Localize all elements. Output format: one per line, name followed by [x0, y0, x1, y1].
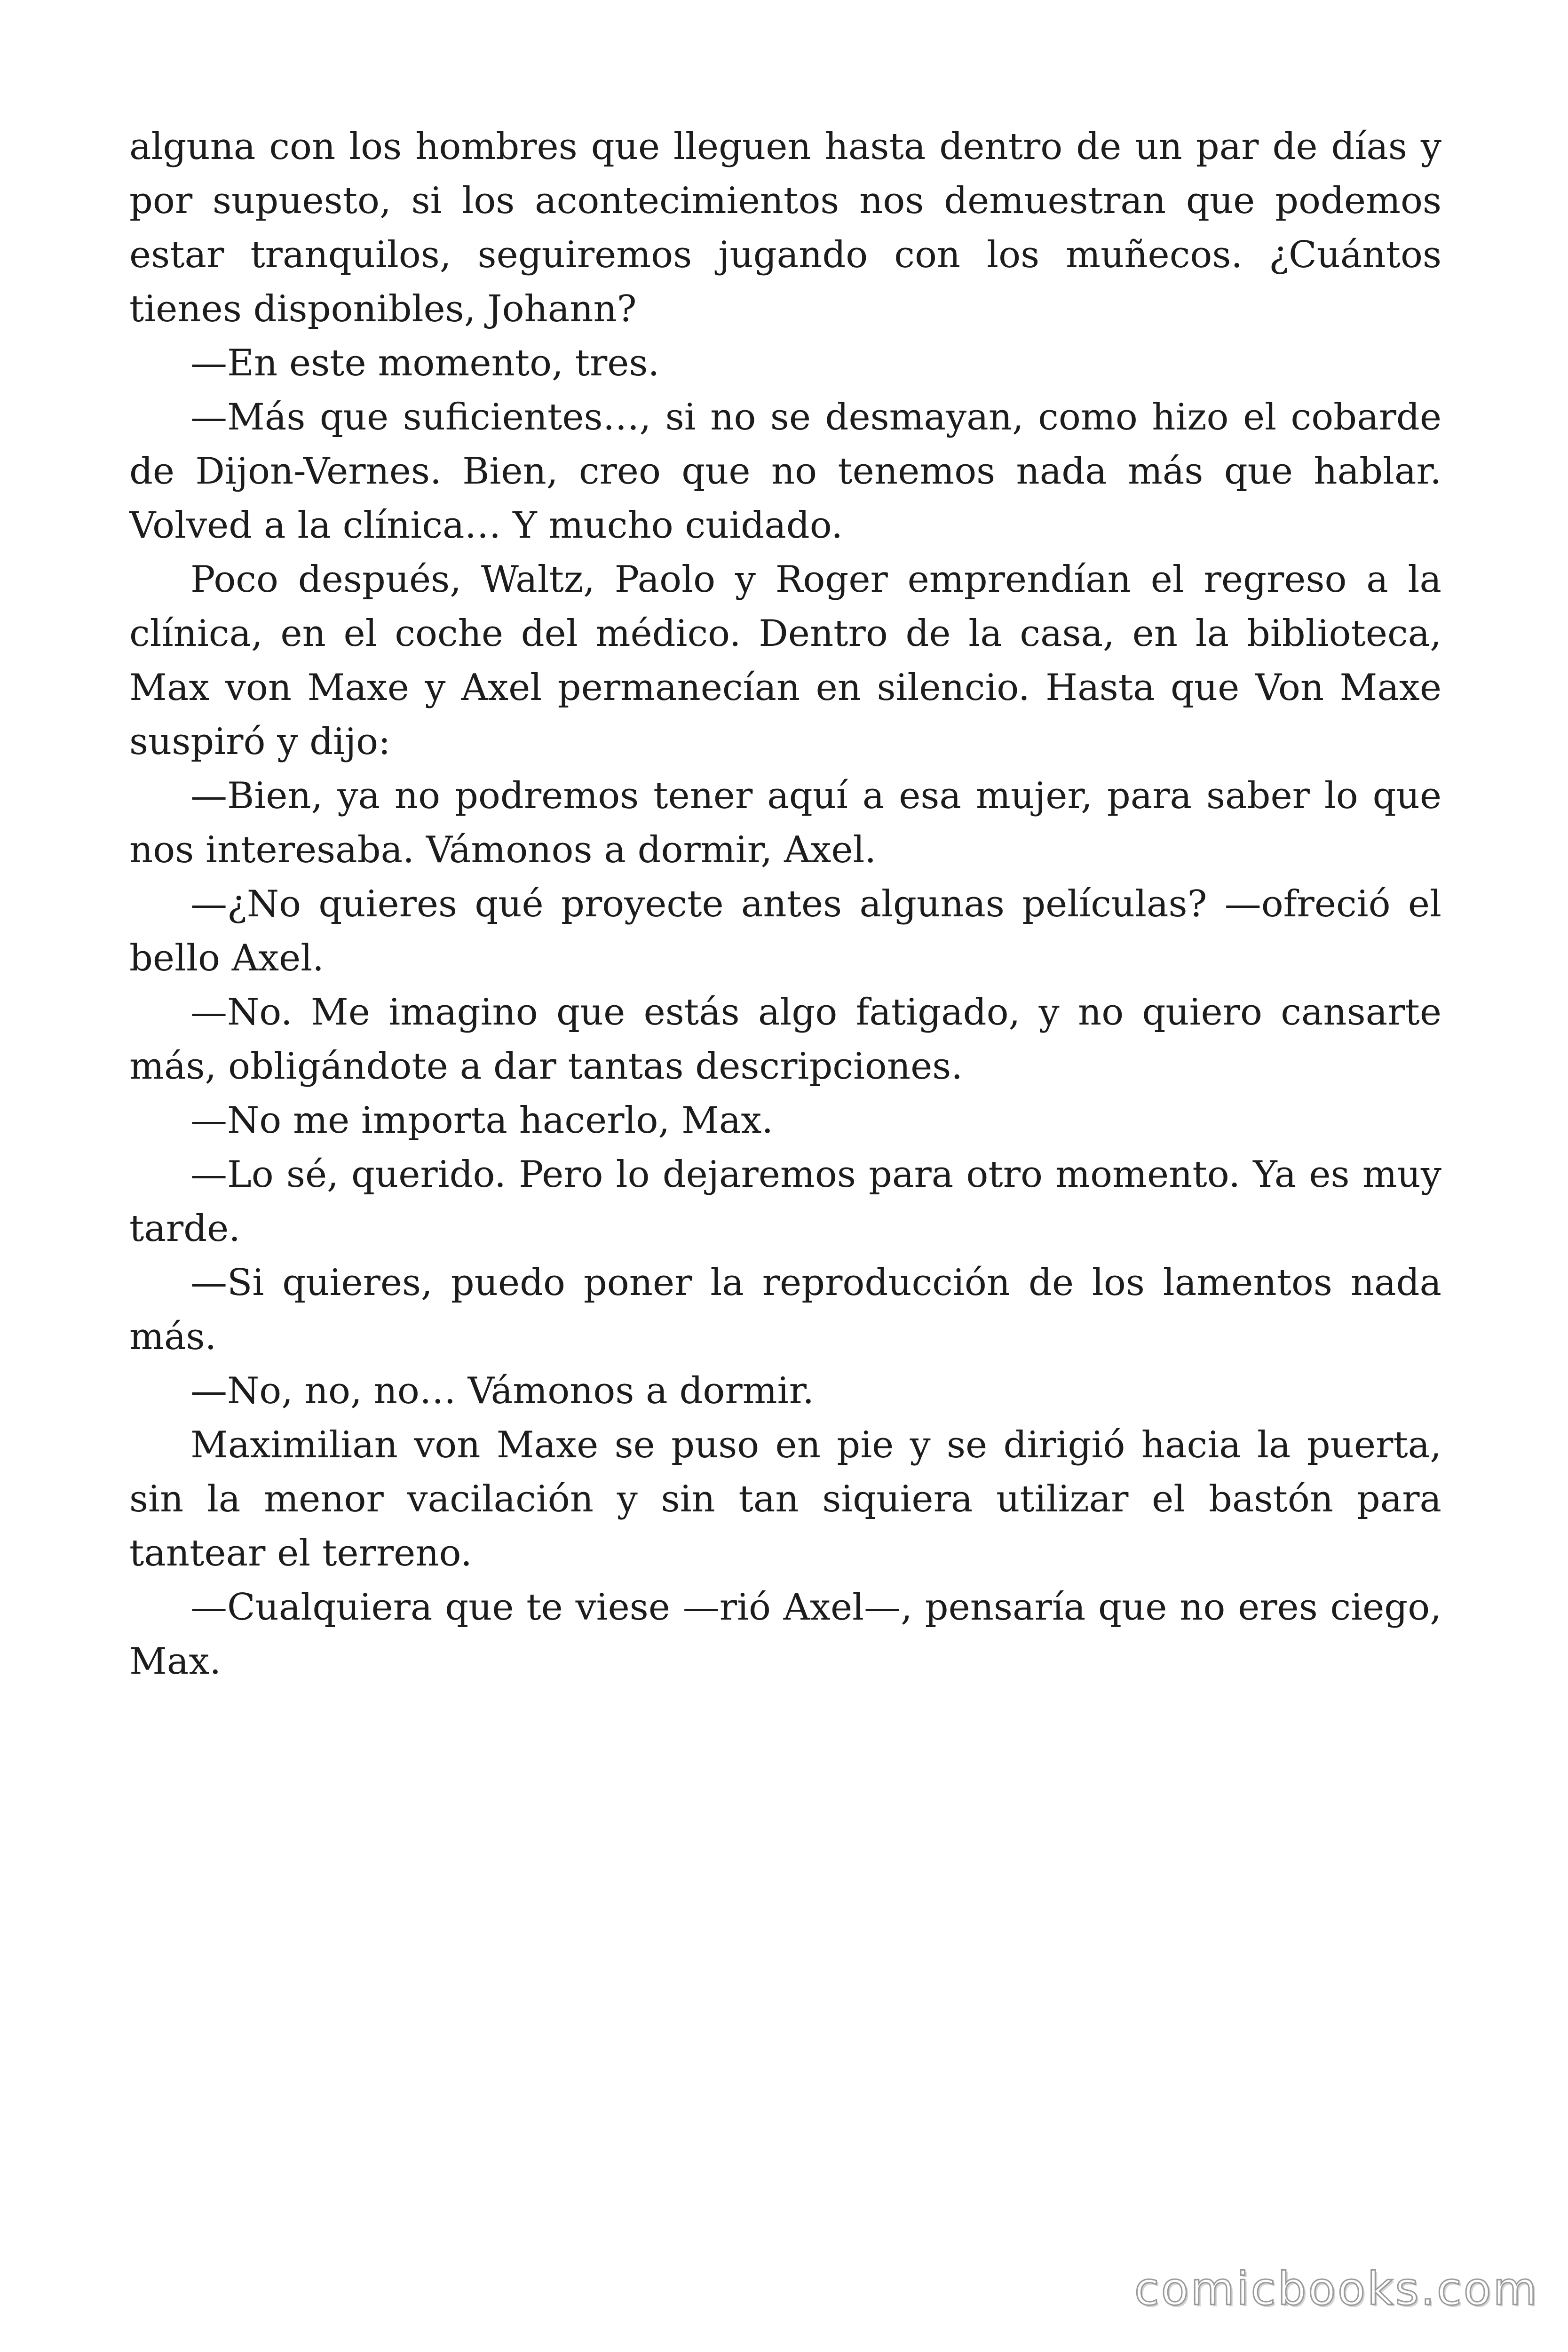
paragraph-dialogue: —No, no, no… Vámonos a dormir.	[190, 1370, 815, 1412]
paragraph-dialogue: —Si quieres, puedo poner la reproducción de los lamentos nada más.	[129, 1262, 1441, 1358]
watermark-logo: comicbooks.com	[1134, 2263, 1539, 2315]
paragraph-dialogue: —No. Me imagino que estás algo fatigado, y no quiero cansarte más, obligándote a dar tantas descripciones.	[129, 991, 1441, 1088]
paragraph-dialogue: —¿No quieres qué proyecte antes algunas películas? —ofreció el bello Axel.	[129, 883, 1441, 979]
paragraph-dialogue: —Más que suficientes…, si no se desmayan, como hizo el cobarde de Dijon-Vernes. Bien, creo que no tenemos nada más que hablar. Volved a la clínica… Y mucho cuidado.	[129, 396, 1441, 547]
paragraph-dialogue: —Lo sé, querido. Pero lo dejaremos para otro momento. Ya es muy tarde.	[129, 1153, 1441, 1250]
body-text	[129, 120, 1441, 1689]
paragraph-narration: Maximilian von Maxe se puso en pie y se dirigió hacia la puerta, sin la menor vacilación y sin tan siquiera utilizar el bastón para tantear el terreno.	[129, 1424, 1441, 1574]
paragraph-dialogue: —No me importa hacerlo, Max.	[190, 1099, 774, 1142]
paragraph-dialogue: —En este momento, tres.	[190, 342, 660, 384]
paragraph-dialogue: —Cualquiera que te viese —rió Axel—, pensaría que no eres ciego, Max.	[129, 1586, 1441, 1683]
paragraph-narration: Poco después, Waltz, Paolo y Roger emprendían el regreso a la clínica, en el coche del médico. Dentro de la casa, en la biblioteca, Max von Maxe y Axel permanecían en silencio. Hasta que Von Maxe suspiró y dijo:	[129, 558, 1441, 763]
paragraph-dialogue: —Bien, ya no podremos tener aquí a esa mujer, para saber lo que nos interesaba. Vámonos a dormir, Axel.	[129, 775, 1441, 871]
paragraph-continuation: alguna con los hombres que lleguen hasta dentro de un par de días y por supuesto, si los acontecimientos nos demuestran que podemos estar tranquilos, seguiremos jugando con los muñecos. ¿Cuántos tienes disponibles, Johann?	[129, 126, 1441, 330]
